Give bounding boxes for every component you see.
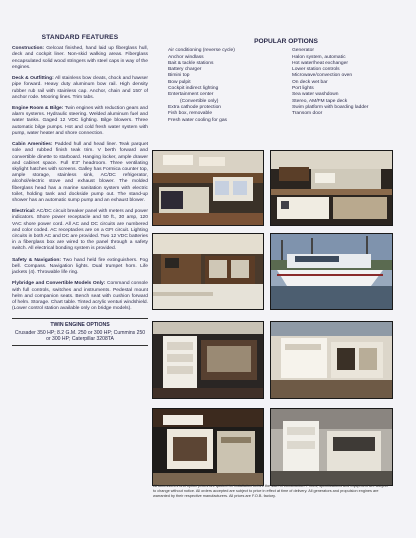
cabin-interior-photo — [152, 321, 264, 399]
option-item: Bow pulpit — [168, 79, 191, 85]
flybridge-helm-photo — [270, 408, 393, 486]
dinette-interior-photo — [152, 233, 264, 310]
feature-text: All stainless bow cleats, chock and hawser pipe forward. Heavy duty aluminum bow rail. High density rubber rub rail with stainless cap. Anchor, chain and 150' of anchor rode. Mooring lines. Trim tabs. — [12, 76, 148, 100]
feature-text: Command console with full controls, switches and instruments. Pedestal mount helm and companion seats. Bench seat with cushion forward of helm. Storage. Chart table. Tinted acrylic venturi windshield. (Lower control station available only on bridge models). — [12, 281, 149, 312]
feature-heading: Electrical: — [12, 209, 36, 215]
feature-engine-room — [12, 106, 148, 137]
twin-engine-text: Crusader 350 HP; 8.2 G.M. 250 or 300 HP; Cummins 250 or 300 HP; Caterpillar 3208TA — [14, 329, 146, 342]
standard-features — [12, 35, 148, 346]
option-item: Fish box, removable — [168, 111, 213, 117]
feature-heading: Construction: — [12, 46, 45, 52]
feature-heading: Deck & Outfitting: — [12, 76, 54, 82]
footnote: All accessories and option prices are quoted for installation before the start of construction. Prices, specifications and equipment are subject to change without notice. All orders accepted are subject to price in effect at time of delivery. All generators and propulsion engines are warranted by their respective manufacturers. All prices are F.O.B. factory. — [153, 484, 388, 498]
cockpit-hatch-photo — [152, 408, 264, 486]
boat-exterior-photo — [270, 233, 393, 310]
option-item: Port lights — [292, 86, 314, 92]
options-column-left — [168, 48, 292, 124]
feature-text: Padded hull and head liner. Teak parquet sole and rubbed finish teak trim. V berth forward and convertible dinette to starboard. Hanging locker, ample drawer and cabinet space. Full 6'3" headroom. Three ventilating skylight hatches with screens. Galley has Formica counter top, ample storage, stainless sink, AC/DC refrigerator, alcohol/electric stove and exhaust blower. The molded fiberglass head has a marine sanitation system with electric toilet, holding tank and dockside pump out. The stand-up shower has an automatic sump pump and an exhaust blower. — [12, 142, 149, 203]
option-item: Entertainment center — [168, 92, 214, 98]
feature-cabin — [12, 142, 148, 204]
feature-text: AC/DC circuit breaker panel with meters and power indicators. Shore power receptacle and 50 ft., 30 amp, 120 VAC shore power cord. All AC and DC circuits are numbered and color coded. AC receptacles are on a GFI circuit. Lighting circuits in both AC and DC are provided. Two 12 VDC batteries in a fiberglass box are wired to the panel through a safety switch. All electrical bonding system is provided. — [12, 209, 149, 252]
standard-features-title: STANDARD FEATURES — [41, 34, 119, 41]
feature-deck — [12, 76, 148, 101]
feature-heading: Cabin Amenities: — [12, 142, 53, 148]
option-item: Lower station controls — [292, 67, 340, 73]
option-item: Bait & tackle stations — [168, 60, 214, 66]
option-item: Extra cathode protection — [168, 104, 222, 110]
option-item: Sea water washdown — [292, 92, 339, 98]
feature-heading: Flybridge and Convertible Models Only: — [12, 281, 106, 287]
option-item: Swim platform with boarding ladder — [292, 104, 369, 110]
twin-engine-title: TWIN ENGINE OPTIONS — [50, 321, 110, 328]
aft-cabin-photo — [270, 321, 393, 399]
option-item: On deck wet bar — [292, 79, 328, 85]
salon-interior-photo — [152, 150, 264, 226]
feature-electrical — [12, 209, 148, 252]
option-item: Microwave/convection oven — [292, 73, 353, 79]
option-item: Cockpit indirect lighting — [168, 86, 219, 92]
option-item: Transom door — [292, 111, 323, 117]
option-item: Generator — [292, 48, 315, 54]
option-item: Halon system, automatic — [292, 54, 346, 60]
feature-text: Two hand held fire extinguishers. Fog bell. Compass. Navigation lights. Dual trumpet horn. Life jackets (4). Throwable life ring. — [12, 257, 148, 276]
option-item: Air conditioning (reverse cycle) — [168, 48, 235, 54]
twin-engine-box — [12, 318, 148, 347]
option-item: Hot water/heat exchanger — [292, 60, 349, 66]
feature-flybridge — [12, 281, 148, 312]
option-item: Bimini top — [168, 73, 190, 79]
popular-options-title: POPULAR OPTIONS — [254, 38, 318, 45]
option-item: Stereo, AM/FM tape deck — [292, 98, 348, 104]
option-item: Fresh water cooling for gas — [168, 117, 227, 123]
feature-text: Gelcoat finished, hand laid up fiberglass hull, deck and cockpit liner. Non-skid walking areas. Fiberglass encapsulated solid wood stringers with steel caps in way of the engines. — [12, 46, 149, 70]
feature-construction — [12, 46, 148, 71]
options-column-right — [292, 48, 404, 124]
popular-options — [168, 39, 404, 124]
option-item: Anchor windlass — [168, 54, 204, 60]
feature-heading: Safety & Navigation: — [12, 257, 62, 263]
option-item: Battery charger — [168, 67, 202, 73]
feature-safety — [12, 258, 148, 277]
feature-heading: Engine Room & Bilge: — [12, 106, 64, 112]
option-item: (Convertible only) — [180, 98, 219, 104]
feature-text: Twin engines with reduction gears and alarm systems. Hydraulic steering. Welded aluminum fuel and water tanks. Gaged 12 VDC lighting. Bilge blowers. Three automatic bilge pumps. Hot and cold fresh water system with pump, water heater and shore connection. — [12, 106, 148, 136]
galley-interior-photo — [270, 150, 393, 226]
